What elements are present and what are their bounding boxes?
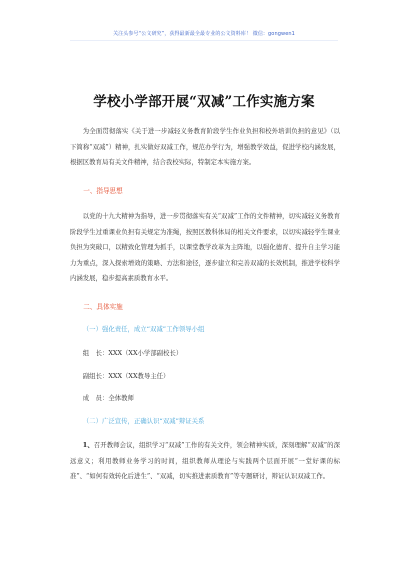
subsection-publicity — [70, 414, 340, 429]
publicity-item-1 — [70, 438, 340, 485]
intro-paragraph: 为全面贯彻落实《关于进一步减轻义务教育阶段学生作业负担和校外培训负担的意见》（以下简称“双减”）精神，扎实做好双减工作，规范办学行为，增强教学效益，促进学校内涵发展，根据区教育局有关文件精神，结合我校实际，特制定本实施方案。 — [70, 127, 340, 166]
section-guiding-ideology-body — [70, 209, 340, 287]
guiding-ideology-paragraph: 以党的十九大精神为指导，进一步贯彻落实有关“双减”工作的文件精神，切实减轻义务教育阶段学生过重课业负担有关规定为准绳，按照区教科体局的相关文件要求，以切实减轻学生课业负担为突破口，以精致化管理为抓手，以课堂教学改革为主阵地，以强化德育、提升自主学习能力为重点，深入探索增效的策略、方法和途径，逐步建立和完善双减的长效机制，推进学校科学内涵发展，稳步提高素质教育水平。 — [70, 212, 340, 282]
item-text: 召开教师会议，组织学习“双减”工作的有关文件，领会精神实质，深刻理解“双减”的深远意义；利用教师业务学习的时间，组织教师从理论与实践两个层面开展“一堂好课的标准”、“如何有效转化后进生”、“双减，切实推进素质教育”等专题研讨，辩证认识双减工作。 — [70, 441, 340, 480]
deputy-line: 副组长：XXX（XX教导主任） — [82, 372, 170, 380]
section-implementation — [70, 300, 340, 315]
section-heading: 一、指导思想 — [83, 187, 123, 195]
section-heading: 二、具体实施 — [83, 303, 123, 311]
item-number: 1、 — [82, 441, 94, 449]
header-divider — [70, 40, 338, 41]
list-item — [70, 438, 340, 485]
leadership-list-deputy — [70, 369, 340, 384]
top-banner: 关注头参号“公文研究”，获得最新最全最专业的公文资料库！ 微信：gongwen1 — [113, 31, 295, 37]
subsection-leadership — [70, 322, 340, 337]
members-line: 成 员：全体教师 — [82, 394, 134, 402]
leader-line: 组 长：XXX（XX小学部副校长） — [82, 349, 183, 357]
document-body — [70, 124, 340, 171]
leadership-list — [70, 346, 340, 361]
document-title: 学校小学部开展“双减”工作实施方案 — [93, 94, 315, 110]
subsection-heading: （二）广泛宣传，正确认识“双减”辩证关系 — [82, 417, 205, 425]
section-guiding-ideology — [70, 184, 340, 199]
leadership-list-members — [70, 391, 340, 406]
subsection-heading: （一）强化责任，成立“双减”工作领导小组 — [82, 325, 205, 333]
